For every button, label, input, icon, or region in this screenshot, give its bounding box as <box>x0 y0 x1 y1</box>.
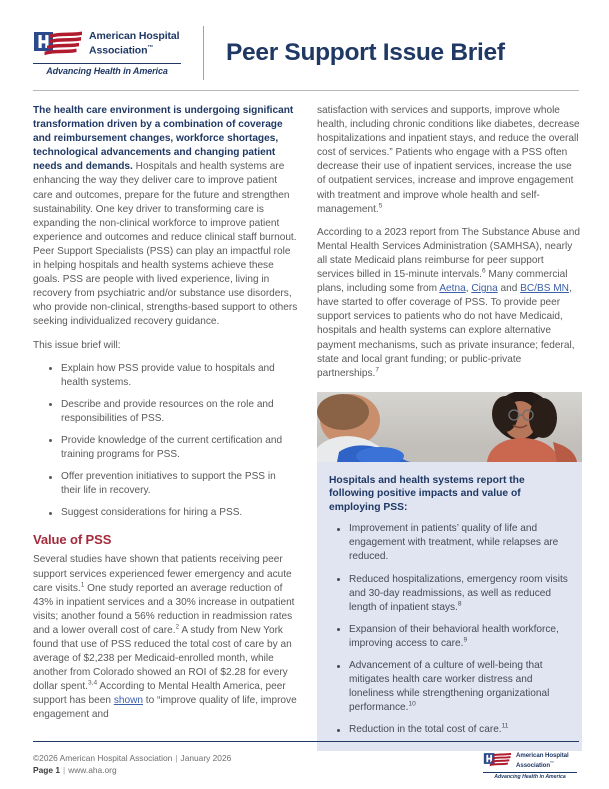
aha-logo-name-line2: Association <box>89 44 148 56</box>
issue-brief-bullet-list <box>33 362 298 521</box>
link-bcbs-mn[interactable]: BC/BS MN <box>520 283 569 295</box>
list-item <box>333 573 570 615</box>
samhsa-text-e: , have started to offer coverage of PSS. To provide peer support services to patients who do not have Medicaid, hospitals and health systems can explore alternative payment mechanisms, such as private insurance; federal, state and local grant funding; or public-private partnerships. <box>317 283 575 379</box>
continued-paragraph <box>317 104 582 217</box>
link-cigna[interactable]: Cigna <box>471 283 498 295</box>
footer-line-2 <box>33 764 231 776</box>
copyright-text: ©2026 American Hospital Association <box>33 753 173 763</box>
left-column <box>33 104 298 751</box>
callout-heading: Hospitals and health systems report the following positive impacts and value of employing PSS: <box>329 474 525 513</box>
callout-item-text: Advancement of a culture of well-being that mitigates health care worker distress and loneliness while strengthening organizational performance. <box>349 660 550 714</box>
list-item: Provide knowledge of the current certification and training programs for PSS. <box>49 434 298 462</box>
footnote-ref-11: 11 <box>501 723 509 731</box>
footer-logo-wordmark <box>516 752 569 770</box>
section-heading-value-of-pss: Value of PSS <box>33 532 112 548</box>
link-shown[interactable]: shown <box>113 695 143 707</box>
logo-divider <box>33 63 181 64</box>
samhsa-text-c: , <box>465 283 472 295</box>
aha-h-flag-logo-icon <box>483 752 513 769</box>
lead-rest-text: Hospitals and health systems are enhancing the way they deliver care to improve patient care and outcomes, prepare for the future and strengthen sustainability. One key driver to transforming care is expanding the non-clinical workforce to improve patient experience and outcomes and reduce clinical staff burnout. Peer Support Specialists (PSS) can play an impactful role in helping hospitals and health systems achieve these goals. PSS are people with lived experience, living in recovery from psychiatric and/or substance use disorders, who provide non-clinical, strengths-based support to others seeking individualized recovery guidance. <box>33 161 298 328</box>
samhsa-text-d: and <box>497 283 521 295</box>
footer-line-1 <box>33 752 231 764</box>
body-columns <box>0 91 609 751</box>
intro-line: This issue brief will: <box>33 339 121 351</box>
samhsa-text-b: Many commercial plans, including some from <box>317 269 568 295</box>
page-header <box>0 0 609 78</box>
footnote-ref-8: 8 <box>457 600 462 608</box>
footer-text-block <box>33 752 231 776</box>
footer-logo-name-line2: Association <box>516 761 550 769</box>
value-text-b: One study reported an average reduction of 43% in inpatient services and a 30% increase in outpatient visits; another found a 56% reduction in readmission rates and a lower overall cost of care. <box>33 582 295 636</box>
list-item <box>333 723 570 737</box>
right-column <box>317 104 582 751</box>
aha-logo <box>33 30 183 76</box>
footnote-ref-3-4: 3,4 <box>88 679 98 687</box>
value-text-a: Several studies have shown that patients receiving peer support services experienced fewer emergency and acute care visits. <box>33 554 292 594</box>
trademark-symbol: ™ <box>550 759 554 765</box>
samhsa-text-a: According to a 2023 report from The Substance Abuse and Mental Health Services Administration (SAMHSA), nearly all state Medicaid plans reimburse for peer support services billed in 15-minute intervals. <box>317 226 580 281</box>
list-item: Describe and provide resources on the role and responsibilities of PSS. <box>49 398 298 426</box>
footnote-ref-5: 5 <box>378 202 383 210</box>
lead-bold-text: The health care environment is undergoing significant transformation driven by a combination of coverage and reimbursement changes, workforce shortages, technological advancements and changing patient needs and demands. <box>33 105 294 173</box>
callout-box-positive-impacts <box>317 462 582 751</box>
footnote-ref-6: 6 <box>481 267 486 275</box>
list-item: Suggest considerations for hiring a PSS. <box>49 506 298 520</box>
list-item <box>333 522 570 564</box>
footer-divider <box>33 741 579 742</box>
footnote-ref-10: 10 <box>408 700 416 708</box>
header-vertical-divider <box>203 26 204 80</box>
trademark-symbol: ™ <box>147 44 154 51</box>
footnote-ref-1: 1 <box>80 581 85 589</box>
footer-logo-tagline: Advancing Health in America <box>494 773 566 780</box>
value-paragraph <box>33 553 298 722</box>
callout-item-text: Expansion of their behavioral health workforce, improving access to care. <box>349 623 559 649</box>
footer-aha-logo <box>483 752 579 780</box>
link-aetna[interactable]: Aetna <box>439 283 466 295</box>
footnote-ref-7: 7 <box>375 366 380 374</box>
footer-separator: | <box>175 753 178 763</box>
callout-item-text: Reduction in the total cost of care. <box>349 724 502 736</box>
value-text-d: According to Mental Health America, peer support has been <box>33 681 286 707</box>
callout-bullet-list <box>329 522 570 737</box>
conversation-photo <box>317 392 582 462</box>
footer-separator: | <box>63 765 66 775</box>
list-item: Offer prevention initiatives to support the PSS in their life in recovery. <box>49 470 298 498</box>
callout-item-text: Improvement in patients’ quality of life and engagement with treatment, while relapses are reduced. <box>349 523 559 563</box>
value-text-e: to “improve quality of life, improve engagement and <box>33 695 297 721</box>
aha-logo-wordmark <box>89 30 180 57</box>
value-text-c: A study from New York found that use of PSS reduced the total cost of care by an average of $2,238 per Medicaid-enrolled month, while another from Colorado showed an ROI of $2.28 for every dollar spent. <box>33 624 292 693</box>
list-item <box>333 659 570 715</box>
footer-logo-name-line1: American Hospital <box>516 752 569 759</box>
continued-text: satisfaction with services and supports, improve whole health, including chronic conditions like diabetes, decrease hospitalizations and inpatient stays, and reduce the overall cost of services.” Patients who engage with a PSS often decrease their use of inpatient services, increase the use of outpatient services, increase and improve engagement with treatment and improve whole health and self-management. <box>317 105 580 215</box>
aha-h-flag-logo-icon <box>33 30 85 60</box>
samhsa-paragraph <box>317 226 582 381</box>
page-footer <box>33 752 579 780</box>
list-item <box>333 623 570 651</box>
website-link[interactable]: www.aha.org <box>68 765 117 775</box>
aha-logo-name-line1: American Hospital <box>89 30 180 42</box>
callout-item-text: Reduced hospitalizations, emergency room visits and 30-day readmissions, as well as reduced length of inpatient stays. <box>349 573 568 613</box>
footnote-ref-2: 2 <box>175 623 180 631</box>
page-number: Page 1 <box>33 765 61 775</box>
lead-paragraph <box>33 104 298 330</box>
list-item: Explain how PSS provide value to hospitals and health systems. <box>49 362 298 390</box>
footnote-ref-9: 9 <box>463 636 468 644</box>
aha-logo-tagline: Advancing Health in America <box>46 66 168 76</box>
page-title: Peer Support Issue Brief <box>226 39 505 66</box>
publication-date: January 2026 <box>180 753 232 763</box>
footer-logo-divider <box>483 772 577 773</box>
